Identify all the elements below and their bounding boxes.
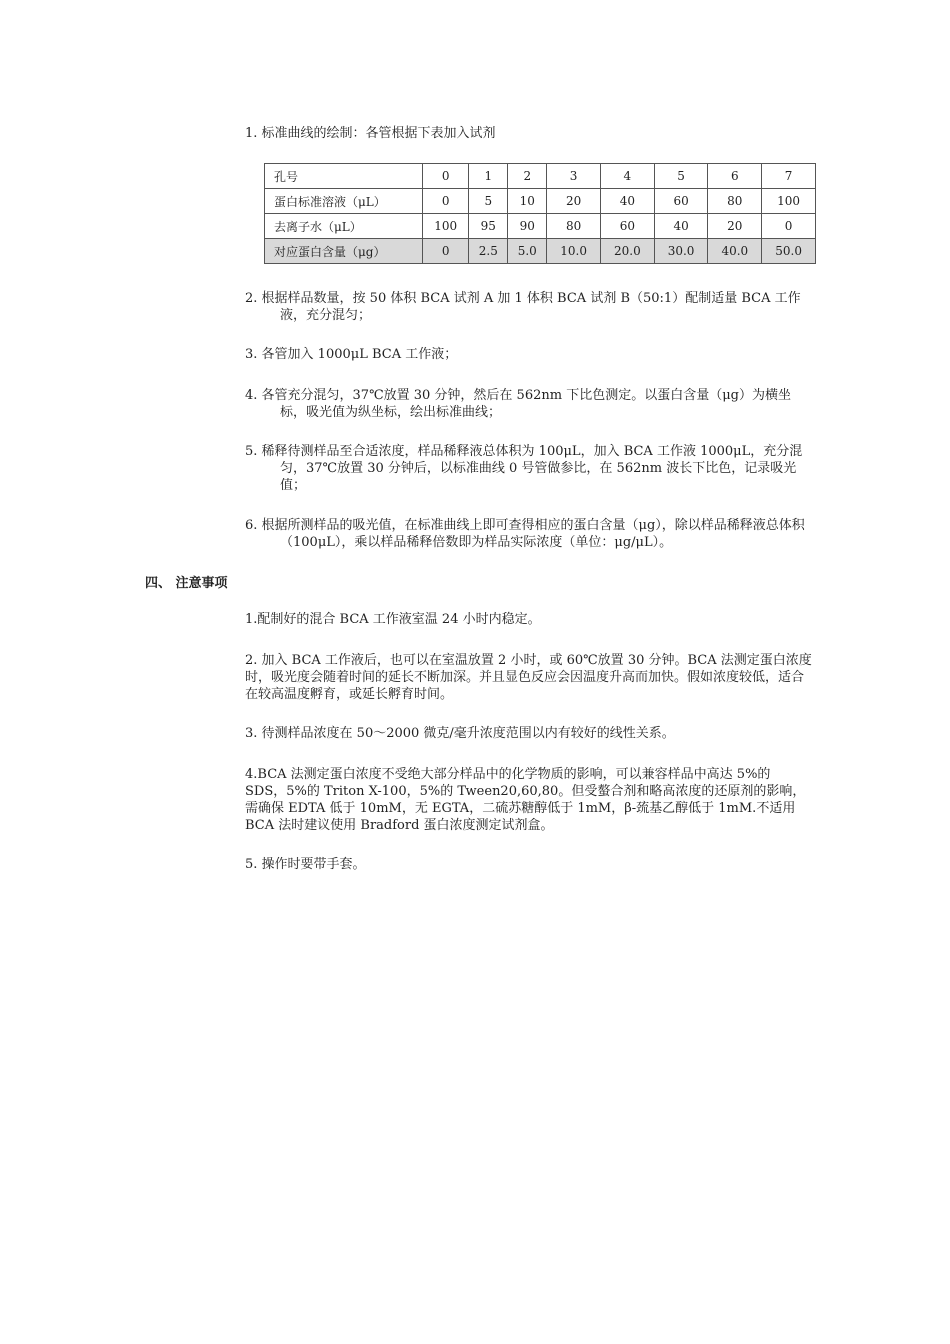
table-cell: 100 bbox=[423, 214, 469, 239]
table-cell: 95 bbox=[469, 214, 508, 239]
step-2-text: 2. 根据样品数量，按 50 体积 BCA 试剂 A 加 1 体积 BCA 试剂 B（50:1）配制适量 BCA 工作液，充分混匀； bbox=[245, 291, 801, 323]
table-cell: 60 bbox=[654, 189, 708, 214]
step-3-text: 3. 各管加入 1000μL BCA 工作液； bbox=[245, 347, 458, 362]
note-3-text: 3. 待测样品浓度在 50～2000 微克/毫升浓度范围以内有较好的线性关系。 bbox=[245, 726, 675, 741]
table-cell: 40 bbox=[654, 214, 708, 239]
table-cell: 10 bbox=[508, 189, 547, 214]
table-cell: 40 bbox=[600, 189, 654, 214]
table-cell: 60 bbox=[600, 214, 654, 239]
table-cell: 5 bbox=[469, 189, 508, 214]
step-5-text: 5. 稀释待测样品至合适浓度，样品稀释液总体积为 100μL，加入 BCA 工作液 1000μL，充分混匀，37℃放置 30 分钟后，以标准曲线 0 号管做参比，在 562nm 波长下比色，记录吸光值； bbox=[245, 444, 803, 493]
table-cell: 7 bbox=[762, 164, 816, 189]
note-2-text: 2. 加入 BCA 工作液后，也可以在室温放置 2 小时，或 60℃放置 30 分钟。BCA 法测定蛋白浓度时，吸光度会随着时间的延长不断加深。并且显色反应会因温度升高而加快。假如浓度较低，适合在较高温度孵育，或延长孵育时间。 bbox=[245, 653, 812, 702]
table-row bbox=[265, 239, 816, 264]
table-row-label: 蛋白标准溶液（μL） bbox=[265, 189, 423, 214]
table-cell: 2.5 bbox=[469, 239, 508, 264]
table-cell: 80 bbox=[708, 189, 762, 214]
table-row bbox=[265, 164, 816, 189]
note-4-text: 4.BCA 法测定蛋白浓度不受绝大部分样品中的化学物质的影响，可以兼容样品中高达 5%的 SDS，5%的 Triton X-100，5%的 Tween20,60,80。但受螯合剂和略高浓度的还原剂的影响，需确保 EDTA 低于 10mM，无 EGTA，二硫苏糖醇低于 1mM，β-巯基乙醇低于 1mM.不适用 BCA 法时建议使用 Bradford 蛋白浓度测定试剂盒。 bbox=[245, 767, 806, 833]
table-cell: 20 bbox=[547, 189, 601, 214]
table-cell: 0 bbox=[423, 164, 469, 189]
table-cell: 50.0 bbox=[762, 239, 816, 264]
step-6-text: 6. 根据所测样品的吸光值，在标准曲线上即可查得相应的蛋白含量（μg），除以样品稀释液总体积（100μL），乘以样品稀释倍数即为样品实际浓度（单位：μg/μL）。 bbox=[245, 518, 805, 550]
table-cell: 4 bbox=[600, 164, 654, 189]
table-cell: 20.0 bbox=[600, 239, 654, 264]
table-row-label: 去离子水（μL） bbox=[265, 214, 423, 239]
table-cell: 5 bbox=[654, 164, 708, 189]
table-cell: 0 bbox=[762, 214, 816, 239]
table-cell: 6 bbox=[708, 164, 762, 189]
table-row bbox=[265, 189, 816, 214]
table-cell: 10.0 bbox=[547, 239, 601, 264]
table-cell: 40.0 bbox=[708, 239, 762, 264]
table-cell: 30.0 bbox=[654, 239, 708, 264]
reagent-table bbox=[264, 163, 816, 264]
table-cell: 1 bbox=[469, 164, 508, 189]
table-cell: 0 bbox=[423, 189, 469, 214]
table-row bbox=[265, 214, 816, 239]
table-cell: 0 bbox=[423, 239, 469, 264]
step-4-text: 4. 各管充分混匀，37℃放置 30 分钟，然后在 562nm 下比色测定。以蛋白含量（μg）为横坐标，吸光值为纵坐标，绘出标准曲线； bbox=[245, 388, 791, 420]
table-cell: 100 bbox=[762, 189, 816, 214]
table-cell: 2 bbox=[508, 164, 547, 189]
section-title-notes: 四、 注意事项 bbox=[145, 576, 228, 591]
note-5-text: 5. 操作时要带手套。 bbox=[245, 857, 366, 872]
table-row-label: 孔号 bbox=[265, 164, 423, 189]
table-cell: 80 bbox=[547, 214, 601, 239]
note-1-text: 1.配制好的混合 BCA 工作液室温 24 小时内稳定。 bbox=[245, 612, 541, 627]
table-cell: 20 bbox=[708, 214, 762, 239]
table-cell: 3 bbox=[547, 164, 601, 189]
table-row-label: 对应蛋白含量（μg） bbox=[265, 239, 423, 264]
table-cell: 90 bbox=[508, 214, 547, 239]
step-1-text: 1. 标准曲线的绘制：各管根据下表加入试剂 bbox=[245, 126, 496, 141]
table-cell: 5.0 bbox=[508, 239, 547, 264]
